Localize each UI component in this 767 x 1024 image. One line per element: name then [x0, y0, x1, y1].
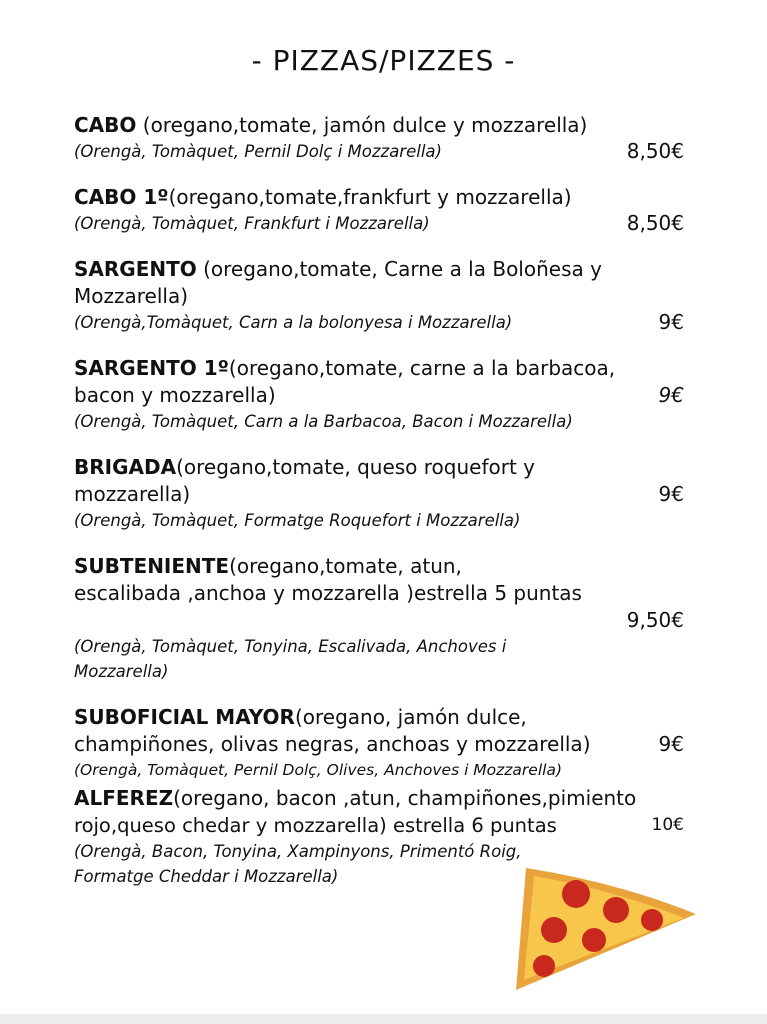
footer-bar	[0, 1014, 767, 1024]
item-name: SARGENTO 1º	[74, 356, 229, 380]
item-name: BRIGADA	[74, 455, 177, 479]
menu-item-cabo-1	[74, 184, 694, 236]
item-description: (oregano,tomate, carne a la barbacoa,	[228, 356, 616, 380]
item-price: 9€	[658, 732, 684, 756]
pepperoni	[582, 928, 606, 952]
item-price: 10€	[651, 815, 684, 835]
pepperoni	[533, 955, 555, 977]
item-price: 8,50€	[626, 211, 684, 235]
item-description: escalibada ,anchoa y mozzarella )estrella 5 puntas	[74, 581, 582, 605]
item-description: (oregano, bacon ,atun, champiñones,pimiento	[173, 786, 637, 810]
menu-item-subteniente	[74, 553, 694, 684]
item-description: (oregano, jamón dulce,	[294, 705, 527, 729]
item-description: bacon y mozzarella)	[74, 383, 276, 407]
item-description: (oregano,tomate, Carne a la Boloñesa y	[196, 257, 602, 281]
item-description: rojo,queso chedar y mozzarella) estrella 6 puntas	[74, 814, 557, 837]
item-catalan-description: (Orengà, Tomàquet, Tonyina, Escalivada, Anchoves i	[74, 637, 507, 656]
item-catalan-description: (Orengà, Tomàquet, Pernil Dolç, Olives, Anchoves i Mozzarella)	[74, 761, 563, 779]
item-catalan-description: (Orengà, Tomàquet, Frankfurt i Mozzarella)	[74, 214, 430, 233]
item-catalan-description: (Orengà, Bacon, Tonyina, Xampinyons, Primentó Roig,	[74, 842, 522, 861]
item-price: 8,50€	[626, 139, 684, 163]
item-catalan-description: Formatge Cheddar i Mozzarella)	[74, 867, 339, 886]
pepperoni	[562, 880, 590, 908]
item-name: ALFEREZ	[74, 786, 174, 810]
pepperoni	[603, 897, 629, 923]
item-catalan-description: (Orengà, Tomàquet, Carn a la Barbacoa, Bacon i Mozzarella)	[74, 412, 573, 431]
item-name: CABO	[74, 113, 137, 137]
item-description: mozzarella)	[74, 482, 191, 506]
page-title: - PIZZAS/PIZZES -	[251, 44, 516, 77]
item-catalan-description: (Orengà, Tomàquet, Pernil Dolç i Mozzarella)	[74, 142, 442, 161]
item-name: CABO 1º	[74, 185, 169, 209]
item-catalan-description: (Orengà,Tomàquet, Carn a la bolonyesa i Mozzarella)	[74, 313, 513, 332]
item-name: SUBOFICIAL MAYOR	[74, 705, 295, 729]
pizza-menu-list	[74, 112, 694, 909]
item-description: Mozzarella)	[74, 284, 189, 308]
menu-item-brigada	[74, 454, 694, 533]
item-description: (oregano,tomate, jamón dulce y mozzarella)	[136, 113, 588, 137]
item-name: SARGENTO	[74, 257, 197, 281]
item-price: 9,50€	[626, 608, 684, 632]
menu-item-suboficial-mayor	[74, 704, 694, 783]
item-catalan-description: (Orengà, Tomàquet, Formatge Roquefort i Mozzarella)	[74, 511, 521, 530]
item-price: 9€	[658, 310, 684, 334]
item-description: (oregano,tomate, atun,	[229, 554, 462, 578]
pepperoni	[541, 917, 567, 943]
item-name: SUBTENIENTE	[74, 554, 230, 578]
menu-item-sargento	[74, 256, 694, 335]
item-price: 9€	[658, 482, 684, 506]
item-catalan-description: Mozzarella)	[74, 662, 169, 681]
pizza-slice-image	[506, 862, 700, 994]
item-price: 9€	[658, 383, 684, 407]
menu-item-cabo	[74, 112, 694, 164]
item-description: (oregano,tomate, queso roquefort y	[176, 455, 536, 479]
item-description: champiñones, olivas negras, anchoas y mozzarella)	[74, 732, 591, 756]
pepperoni	[641, 909, 663, 931]
item-description: (oregano,tomate,frankfurt y mozzarella)	[168, 185, 572, 209]
menu-item-sargento-1	[74, 355, 694, 434]
